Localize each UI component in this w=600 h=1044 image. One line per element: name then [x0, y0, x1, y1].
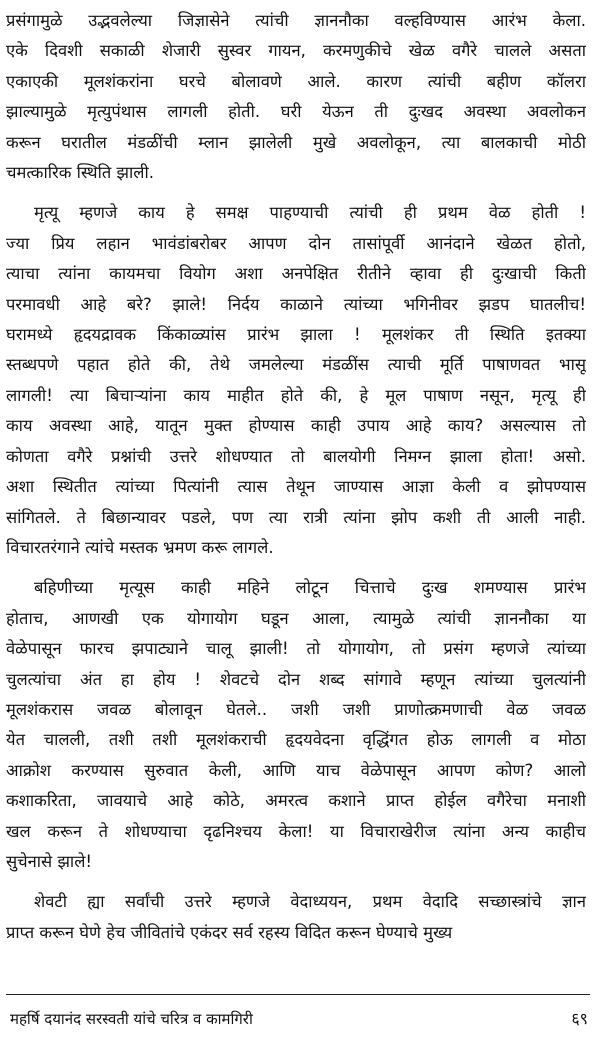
paragraph	[6, 887, 586, 948]
body-text	[6, 6, 586, 948]
text-line: येत चालली, तशी तशी मूलशंकराची हृदयवेदना वृद्धिंगत होऊ लागली व मोठा	[6, 730, 586, 750]
footer-divider	[6, 994, 590, 995]
text-line: बहिणीच्या मृत्यूस काही महिने लोटून चित्ताचे दुःख शमण्यास प्रारंभ	[34, 578, 586, 598]
text-line: सांगितले. ते बिछान्यावर पडले, पण त्या रात्री त्यांना झोप कशी ती आली नाही.	[6, 507, 586, 527]
text-line: झाल्यामुळे मृत्युपंथास लागली होती. घरी येऊन ती दुःखद अवस्था अवलोकन	[6, 102, 586, 122]
text-line: करून घरातील मंडळींची म्लान झालेली मुखे अवलोकून, त्या बालकाची मोठी	[6, 132, 586, 152]
text-line: वेळेपासून फारच झपाट्याने चालू झाली! तो योगायोग, तो प्रसंग म्हणजे त्यांच्या	[6, 639, 586, 659]
text-line: कशाकरिता, जावयाचे आहे कोठे, अमरत्व कशाने प्राप्त होईल वगैरेचा मनाशी	[6, 791, 586, 811]
footer-book-title: महर्षि दयानंद सरस्वती यांचे चरित्र व कामगिरी	[10, 1010, 253, 1028]
text-line: लागली! त्या बिचाऱ्यांना काय माहीत होते की, हे मूल पाषाण नसून, मृत्यू ही	[6, 385, 586, 405]
text-line: चुलत्यांचा अंत हा होय ! शेवटचे दोन शब्द सांगावे म्हणून त्यांच्या चुलत्यांनी	[6, 669, 586, 689]
text-line: शेवटी ह्या सर्वांची उत्तरे म्हणजे वेदाध्ययन, प्रथम वेदादि सच्छास्त्रांचे ज्ञान	[34, 892, 586, 912]
text-line: मृत्यू म्हणजे काय हे समक्ष पाहण्याची त्यांची ही प्रथम वेळ होती !	[34, 203, 586, 223]
text-line: चमत्कारिक स्थिति झाली.	[6, 163, 154, 183]
text-line: अशा स्थितीत त्यांच्या पित्यांनी त्यास तेथून जाण्यास आज्ञा केली व झोपण्यास	[6, 477, 586, 497]
paragraph	[6, 573, 586, 877]
text-line: विचारतरंगाने त्यांचे मस्तक भ्रमण करू लागले.	[6, 537, 274, 557]
text-line: सुचेनासे झाले!	[6, 851, 93, 871]
text-line: प्रसंगामुळे उद्भवलेल्या जिज्ञासेने त्यांची ज्ञाननौका वल्हविण्यास आरंभ केला.	[6, 11, 586, 30]
text-line: प्राप्त करून घेणे हेच जीवितांचे एकंदर सर्व रहस्य विदित करून घेण्याचे मुख्य	[6, 922, 453, 942]
text-line: परमावधी आहे बरे? झाले! निर्दय काळाने त्यांच्या भगिनीवर झडप घातलीच!	[6, 294, 586, 314]
text-line: होताच, आणखी एक योगायोग घडून आला, त्यामुळे त्यांची ज्ञाननौका या	[6, 608, 586, 628]
paragraph	[6, 198, 586, 563]
text-line: स्तब्धपणे पहात होते की, तेथे जमलेल्या मंडळींस त्याची मूर्ति पाषाणवत भासू	[6, 355, 586, 375]
text-line: एकाएकी मूलशंकरांना घरचे बोलावणे आले. कारण त्यांची बहीण कॉलरा	[6, 71, 586, 91]
text-line: ज्या प्रिय लहान भावंडांबरोबर आपण दोन तासांपूर्वी आनंदाने खेळत होतो,	[6, 233, 586, 253]
paragraph	[6, 6, 586, 188]
text-line: एके दिवशी सकाळी शेजारी सुस्वर गायन, करमणुकीचे खेळ वगैरे चालले असता	[6, 41, 586, 61]
text-line: आक्रोश करण्यास सुरुवात केली, आणि याच वेळेपासून आपण कोण? आलो	[6, 760, 586, 780]
text-line: काय अवस्था आहे, यातून मुक्त होण्यास काही उपाय आहे काय? असल्यास तो	[6, 416, 586, 436]
text-line: त्याचा त्यांना कायमचा वियोग अशा अनपेक्षित रीतीने व्हावा ही दुःखाची किती	[6, 264, 586, 284]
text-line: कोणता वगैरे प्रश्नांची उत्तरे शोधण्यात तो बालयोगी निमग्न झाला होता! असो.	[6, 446, 586, 466]
text-line: खल करून ते शोधण्याचा दृढनिश्चय केला! या विचाराखेरीज त्यांना अन्य काहीच	[6, 821, 586, 841]
text-line: घरामध्ये हृदयद्रावक किंकाळ्यांस प्रारंभ झाला ! मूलशंकर ती स्थिति इतक्या	[6, 325, 586, 345]
page-number: ६९	[571, 1009, 588, 1028]
text-line: मूलशंकरास जवळ बोलावून घेतले.. जशी जशी प्राणोत्क्रमणाची वेळ जवळ	[6, 699, 586, 719]
